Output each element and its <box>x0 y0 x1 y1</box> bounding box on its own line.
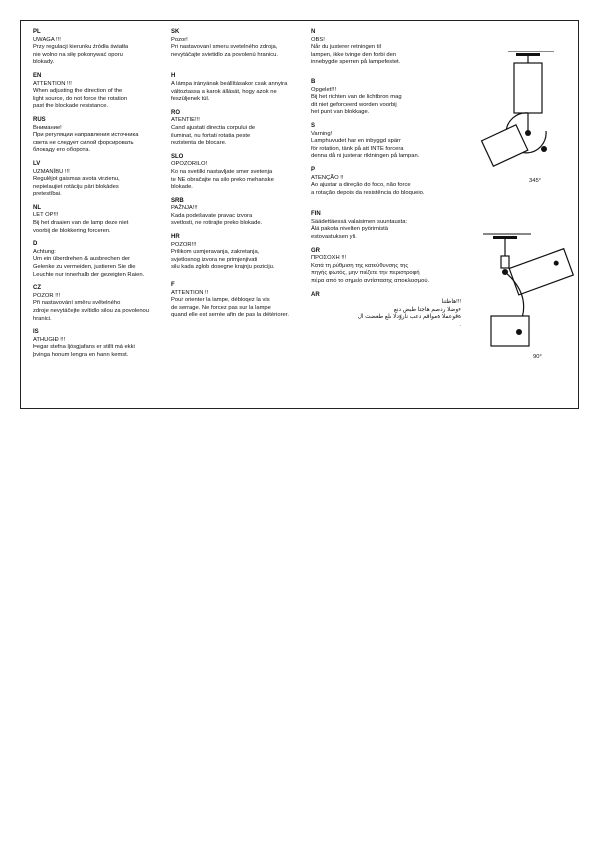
language-code: AR <box>311 291 320 298</box>
warning-text-line: zdroje nevytáčejte svítidlo silou za povolenou <box>33 308 150 314</box>
pivot-joint <box>525 130 531 136</box>
warning-text-line: OBS! <box>311 36 325 43</box>
warning-text-line: света не следует силой форсировать <box>33 139 134 146</box>
warning-text-line: innebygde sperren på lampefestet. <box>311 59 401 66</box>
joint-block <box>501 256 509 268</box>
warning-text-line: Ko na svetilki nastavljate smer svetenja <box>171 168 273 175</box>
warning-text-line: Pri nastavovaní smeru svetelného zdroja, <box>171 44 278 51</box>
warning-text-line: lampen, ikke tvinge den forbi den <box>311 51 397 58</box>
warning-text-line: Um ein überdrehen & ausbrechen der <box>33 256 130 263</box>
language-code: N <box>311 29 316 35</box>
warning-text-line: változtassa a karok állását, hogy azok ne <box>171 88 277 95</box>
warning-text-line: te NE obračajte na silo preko mehanske <box>171 176 274 183</box>
warning-text-line: quand elle est serrée afin de pas la détériorer. <box>171 312 289 319</box>
warning-text-line: UZMANĪBU !!! <box>33 168 70 175</box>
warning-text-line: past the blockade resistance. <box>33 103 109 110</box>
warning-text-line: blokady. <box>33 59 55 66</box>
instruction-sheet <box>20 20 579 409</box>
lower-pin <box>516 329 522 335</box>
warning-text-line: Lamphuvudet har en inbyggd spärr <box>311 138 401 145</box>
warning-text-line: PAŽNJA!!! <box>171 205 198 212</box>
warning-text-line: Prilikom usmjeravanja, zakretanja, <box>171 249 260 256</box>
warning-text-line: svetlosti, ne rotirajte preko blokade. <box>171 220 263 227</box>
warning-text-line: ATTENTION !!! <box>33 80 72 87</box>
warning-text-line: POZOR !!! <box>33 292 61 299</box>
warning-block-lv <box>33 161 183 199</box>
warning-block-p <box>311 167 461 197</box>
warning-text-line: Внимание! <box>33 124 62 131</box>
warning-text-line: POZOR!!! <box>171 241 197 248</box>
warning-text-line: nepielaujiet rotāciju pāri blokādes <box>33 183 119 190</box>
warning-text-line: nevytáčajte svietidlo za povolenú hranicu. <box>171 51 278 58</box>
warning-text-line: ΠΡΟΣΟΧΗ !!! <box>311 255 347 262</box>
warning-block-fin <box>311 211 461 241</box>
warning-text-line: estovastuksen yli. <box>311 234 357 241</box>
warning-text-line: When adjusting the direction of the <box>33 88 123 95</box>
warning-text-line: nie wolno na siłę pokonywać oporu <box>33 51 123 58</box>
warning-text-line: Regulējot gaismas avota virzienu, <box>33 176 120 183</box>
warning-text-line: ATENÇÃO !! <box>311 174 344 181</box>
warning-block-hr <box>171 234 321 272</box>
warning-block-s <box>311 123 461 161</box>
warning-block-srb <box>171 198 321 228</box>
warning-text-line: ةقوعملا ةمواقم دعب ناروّدلا ىلع طغضت ال <box>357 314 461 321</box>
warning-text-line: ATENTIE!!! <box>171 117 200 124</box>
warning-block-slo <box>171 154 321 192</box>
language-code: NL <box>33 204 41 211</box>
warning-text-line: ATHUGIÐ !!! <box>33 336 66 343</box>
language-code: B <box>311 78 316 85</box>
lamp-head-lower <box>491 316 529 346</box>
warning-text-line: Kada podešavate pravac izvora <box>171 212 253 219</box>
warning-text-line: Ao ajustar a direção do foco, não force <box>311 182 411 189</box>
warning-text-line: A lámpa irányának beállításakor csak annyira <box>171 80 288 87</box>
warning-text-line: pretestībai. <box>33 191 62 198</box>
warning-text-line: Cand ajustati directia corpului de <box>171 124 256 131</box>
language-code: IS <box>33 329 39 336</box>
language-code: EN <box>33 72 42 79</box>
warning-block-pl <box>33 29 183 67</box>
language-code: CZ <box>33 285 41 292</box>
language-code: S <box>311 122 316 129</box>
warning-text-line: Κατά τη ρύθμιση της κατεύθυνσης της <box>311 262 409 269</box>
warning-text-line: ATTENTION !! <box>171 289 209 296</box>
language-code: PL <box>33 29 41 35</box>
warning-text-line: a rotação depois da resistência do bloqueio. <box>311 189 425 196</box>
warning-block-ar <box>311 292 461 330</box>
mount-plate <box>516 53 540 56</box>
language-code: H <box>171 73 176 80</box>
lamp-rotation-345-figure <box>456 51 576 181</box>
lamp-body <box>514 63 542 113</box>
warning-text-line: de serrage. Ne forcez pas sur la lampe <box>171 304 271 311</box>
warning-text-line: Leuchte nur innerhalb der gezeigten Raien. <box>33 271 145 278</box>
warning-text-line: voorbij de blokkering forceren. <box>33 227 111 234</box>
warning-text-line: Bij het draaien van de lamp deze niet <box>33 220 129 227</box>
warning-text-line: . <box>459 322 461 328</box>
mount-plate <box>493 236 517 239</box>
language-code: D <box>33 241 38 248</box>
warning-text-line: iluminat, nu fortati rotatia peste <box>171 132 251 139</box>
warning-block-rus <box>33 117 183 155</box>
angle-label-90: 90° <box>533 354 542 360</box>
warning-block-nl <box>33 205 183 235</box>
warning-text-line: πέρα από το σημείο αντίστασης αποκλεισμού. <box>311 278 430 285</box>
warning-block-gr <box>311 248 461 286</box>
language-code: HR <box>171 234 180 241</box>
language-code: F <box>171 282 175 289</box>
warning-block-d <box>33 241 183 279</box>
warning-text-line: При регуляции направления источника <box>33 132 139 139</box>
warning-block-en <box>33 73 183 111</box>
blocker-pin <box>541 146 547 152</box>
warning-block-is <box>33 329 183 359</box>
warning-text-line: het punt van blokkage. <box>311 109 370 116</box>
warning-text-line: πηγής φωτός, μην πιέζετε την περιστροφή <box>311 270 420 277</box>
column-right <box>311 29 461 336</box>
warning-block-n <box>311 29 461 67</box>
warning-text-line: Bij het richten van de lichtbron mag <box>311 94 402 101</box>
warning-text-line: blokade. <box>171 184 193 191</box>
warning-text-line: Þegar stefna ljósgjafans er stillt má ekki <box>33 344 135 351</box>
language-code: SLO <box>171 153 184 160</box>
warning-block-h <box>171 73 321 103</box>
warning-text-line: silu kada zglob dosegne krajnju poziciju. <box>171 264 275 271</box>
warning-text-line: för rotation, tänk på att INTE forcera <box>311 145 404 152</box>
column-middle <box>171 29 321 326</box>
language-code: P <box>311 166 316 173</box>
warning-text-line: þvinga honum lengra en hann kemst. <box>33 351 129 358</box>
warning-text-line: Gelenke zu vermeiden, justieren Sie die <box>33 264 136 271</box>
warning-text-line: Achtung: <box>33 248 56 255</box>
language-code: GR <box>311 247 320 254</box>
warning-text-line: UWAGA !!! <box>33 36 61 43</box>
warning-text-line: svjetlosnog izvora ne primjenjivati <box>171 256 258 263</box>
warning-text-line: feszüljenek túl. <box>171 96 210 103</box>
language-code: RO <box>171 109 180 116</box>
warning-text-line: light source, do not force the rotation <box>33 95 128 102</box>
warning-text-line: Når du justerer retningen til <box>311 44 381 51</box>
warning-text-line: Opgelet!!! <box>311 86 337 93</box>
language-code: SRB <box>171 197 184 204</box>
warning-text-line: rezistenta de blocare. <box>171 140 227 147</box>
language-code: SK <box>171 29 180 35</box>
warning-text-line: ءوضلا ردصم هاجتا طبض دنع <box>393 306 461 313</box>
warning-text-line: Při nastavování směru světelného <box>33 300 121 307</box>
language-code: LV <box>33 160 41 167</box>
warning-block-cz <box>33 285 183 323</box>
warning-block-f <box>171 282 321 320</box>
lamp-rotation-90-figure <box>461 226 576 361</box>
warning-text-line: Pozor! <box>171 36 188 43</box>
warning-text-line: denna då ni justerar riktningen på lampan. <box>311 153 420 160</box>
warning-text-line: !!!هاظتنا <box>441 299 461 306</box>
warning-text-line: Älä pakota nivelten pyörimistä <box>311 226 389 233</box>
warning-text-line: LET OP!!! <box>33 212 59 219</box>
warning-block-sk <box>171 29 321 59</box>
column-left <box>33 29 183 366</box>
warning-text-line: dit niet geforceerd worden voorbij <box>311 101 397 108</box>
warning-text-line: Säädettäessä valaisimen suuntausta: <box>311 218 408 225</box>
warning-text-line: hranici. <box>33 315 52 322</box>
language-code: FIN <box>311 211 321 218</box>
language-code: RUS <box>33 116 46 123</box>
warning-text-line: Varning! <box>311 130 333 137</box>
warning-text-line: Przy regulacji kierunku źródła światła <box>33 44 129 51</box>
angle-label-345: 345° <box>529 178 541 184</box>
lamp-head <box>482 125 528 166</box>
warning-block-b <box>311 79 461 117</box>
warning-text-line: блокаду его оборота. <box>33 147 91 154</box>
warning-text-line: Pour orienter la lampe, débloqez la vis <box>171 297 270 304</box>
warning-text-line: OPOZORILO! <box>171 161 208 168</box>
warning-block-ro <box>171 110 321 148</box>
